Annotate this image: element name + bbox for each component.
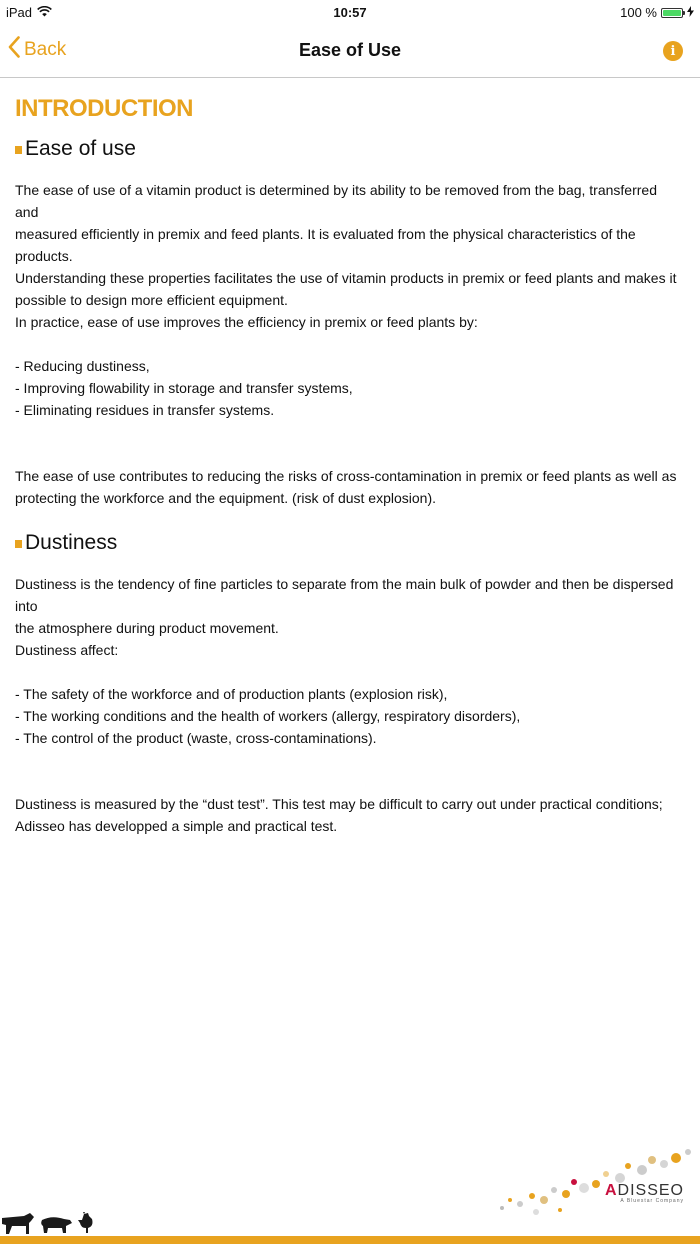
paragraph	[15, 683, 680, 749]
battery-percent: 100 %	[620, 5, 657, 20]
battery-icon	[661, 8, 683, 18]
text-line: - Improving flowability in storage and transfer systems,	[15, 380, 353, 396]
navigation-bar	[0, 26, 700, 78]
main-content	[15, 93, 680, 837]
text-line: protecting the workforce and the equipment. (risk of dust explosion).	[15, 490, 436, 506]
paragraph	[15, 465, 680, 509]
text-line: Adisseo has developped a simple and practical test.	[15, 818, 338, 834]
footer-accent-strip	[0, 1236, 700, 1244]
info-icon: i	[670, 43, 676, 59]
status-time: 10:57	[333, 5, 367, 20]
carrier-label: iPad	[6, 5, 33, 20]
text-line: The ease of use contributes to reducing the risks of cross-contamination in premix or feed plants as well as	[15, 468, 677, 484]
text-line: Understanding these properties facilitates the use of vitamin products in premix or feed plants and makes it	[15, 270, 677, 286]
back-label: Back	[24, 39, 67, 60]
text-line: measured efficiently in premix and feed plants. It is evaluated from the physical characteristics of the products.	[15, 226, 636, 264]
charging-icon	[687, 5, 694, 20]
page-title: Ease of Use	[298, 40, 402, 60]
text-line: The ease of use of a vitamin product is determined by its ability to be removed from the bag, transferred and	[15, 182, 657, 220]
text-line: the atmosphere during product movement.	[15, 620, 279, 636]
text-line: possible to design more efficient equipment.	[15, 292, 288, 308]
section-heading	[15, 135, 680, 163]
text-line: Dustiness is the tendency of fine particles to separate from the main bulk of powder and then be dispersed into	[15, 576, 674, 614]
logo-text: DISSEO	[617, 1182, 684, 1199]
text-line: Dustiness is measured by the “dust test”. This test may be difficult to carry out under practical conditions;	[15, 796, 663, 812]
paragraph	[15, 793, 680, 837]
info-button[interactable]	[663, 41, 683, 61]
square-bullet-icon	[15, 540, 22, 548]
status-right	[620, 5, 694, 20]
logo-tagline: A Bluestar Company	[620, 1198, 684, 1204]
adisseo-logo	[605, 1182, 684, 1204]
intro-heading: INTRODUCTION	[15, 95, 193, 122]
text-line: Dustiness affect:	[15, 642, 119, 658]
logo-initial: A	[604, 1182, 618, 1199]
section-heading-text: Dustiness	[25, 531, 118, 554]
paragraph	[15, 355, 680, 421]
text-line: - The control of the product (waste, cross-contaminations).	[15, 730, 377, 746]
square-bullet-icon	[15, 146, 22, 154]
text-line: - Reducing dustiness,	[15, 358, 150, 374]
text-line: - The working conditions and the health of workers (allergy, respiratory disorders),	[15, 708, 521, 724]
paragraph	[15, 179, 680, 333]
sections-container	[15, 135, 680, 837]
section-heading-text: Ease of use	[25, 137, 136, 160]
status-bar	[0, 0, 700, 26]
text-line: - Eliminating residues in transfer systems.	[15, 402, 275, 418]
text-line: In practice, ease of use improves the efficiency in premix or feed plants by:	[15, 314, 478, 330]
text-line: - The safety of the workforce and of production plants (explosion risk),	[15, 686, 448, 702]
section-heading	[15, 529, 680, 557]
paragraph	[15, 573, 680, 661]
footer	[0, 1140, 700, 1244]
